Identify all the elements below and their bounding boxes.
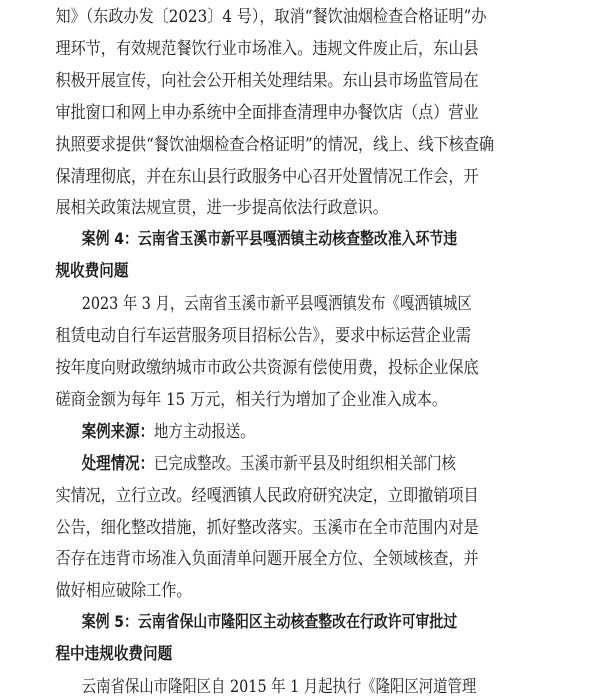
- case-source-text: 地方主动报送。: [154, 420, 255, 441]
- case5-heading-line: 程中违规收费问题: [55, 644, 173, 664]
- case4-body-line: 磋商金额为每年 15 万元，相关行为增加了企业准入成本。: [55, 388, 447, 409]
- case4-source: [0, 421, 594, 442]
- intro-line: 知》（东政办发〔2023〕4 号），取消“餐饮油烟检查合格证明”办: [55, 6, 487, 26]
- intro-line: 审批窗口和网上申办系统中全面排查清理申办餐饮店（点）营业: [55, 101, 479, 122]
- case5-body-line: 云南省保山市隆阳区自 2015 年 1 月起执行《隆阳区河道管理: [81, 676, 477, 696]
- handling-line: 做好相应破除工作。: [55, 580, 192, 601]
- handling-line: 否存在违背市场准入负面清单问题开展全方位、全领域核查，并: [55, 548, 479, 569]
- intro-line: 积极开展宣传，向社会公开相关处理结果。东山县市场监管局在: [55, 69, 479, 90]
- handling-text: 已完成整改。玉溪市新平县及时组织相关部门核: [154, 452, 456, 473]
- handling-label: 处理情况：: [81, 453, 155, 474]
- case4-heading-line: 案例 4：云南省玉溪市新平县嘎洒镇主动核查整改准入环节违: [81, 229, 458, 249]
- case5-heading-line: 案例 5：云南省保山市隆阳区主动核查整改在行政许可审批过: [81, 612, 458, 632]
- handling-line: 实情况，立行立改。经嘎洒镇人民政府研究决定，立即撤销项目: [55, 484, 479, 505]
- case4-heading-line: 规收费问题: [55, 261, 129, 281]
- intro-line: 执照要求提供“餐饮油烟检查合格证明”的情况，线上、线下核查确: [55, 133, 495, 154]
- case4-body-line: 按年度向财政缴纳城市市政公共资源有偿使用费，投标企业保底: [55, 357, 479, 377]
- case4-handling: [0, 453, 594, 474]
- case4-body-line: 2023 年 3 月，云南省玉溪市新平县嘎洒镇发布《嘎洒镇城区: [81, 293, 472, 314]
- handling-line: 公告，细化整改措施，抓好整改落实。玉溪市在全市范围内对是: [55, 516, 479, 537]
- intro-line: 理环节，有效规范餐饮行业市场准入。违规文件废止后，东山县: [55, 37, 479, 58]
- intro-line: 保清理彻底，并在东山县行政服务中心召开处置情况工作会，开: [55, 165, 479, 186]
- intro-line: 展相关政策法规宣贯，进一步提高依法行政意识。: [55, 197, 388, 218]
- case4-body-line: 租赁电动自行车运营服务项目招标公告》，要求中标运营企业需: [55, 325, 472, 345]
- case-source-label: 案例来源：: [81, 421, 155, 442]
